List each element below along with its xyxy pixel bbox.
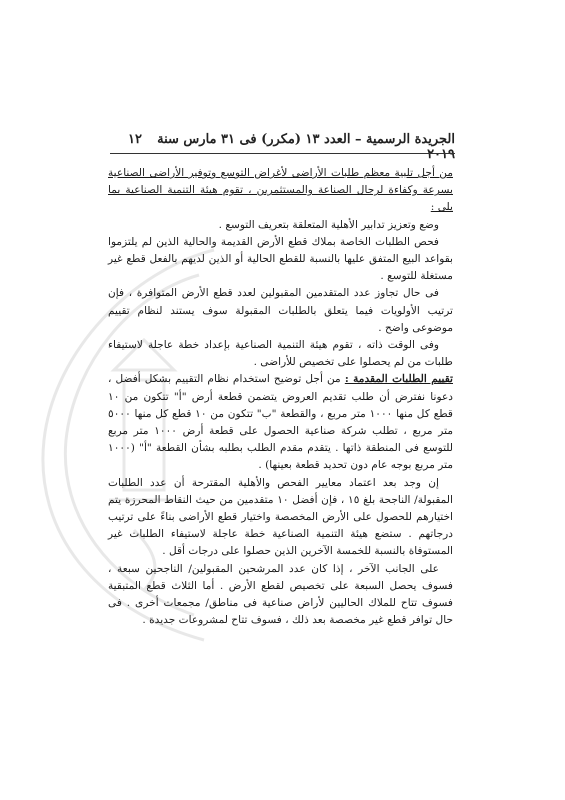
measure-paragraph: وضع وتعزيز تدابير الأهلية المتعلقة بتعريف التوسع . <box>218 218 439 231</box>
evaluation-paragraph <box>108 371 453 474</box>
review-paragraph: فحص الطلبات الخاصة بملاك قطع الأرض القديمة والحالية الذين لم يلتزموا بقواعد البيع المتفق عليها بالنسبة للقطع الحالية أو الذين لديهم بالفعل قطع غير مستغلة للتوسع . <box>108 235 453 283</box>
selection-paragraph: إن وجد بعد اعتماد معايير الفحص والأهلية المقترحة أن عدد الطلبات المقبولة/ الناجحة بلغ ١٥ ، فإن أفضل ١٠ متقدمين من حيث النقاط المحرزة يتم اختيارهم للحصول على الأرض المخصصة واختيار قطع الأراضى بناءً على ترتيب درجاتهم . ستضع هيئة التنمية الصناعية خطة عاجلة لاستيفاء الطلبات غير المستوفاة بالنسبة للخمسة الآخرين الذين حصلوا على درجات أقل . <box>108 476 453 558</box>
evaluation-text: من أجل توضيح استخدام نظام التقييم بشكل أفضل ، دعونا نفترض أن طلب تقديم العروض يتضمن قطعة أرض "أ" تتكون من ١٠ قطع كل منها ١٠٠٠ متر مربع ، والقطعة "ب" تتكون من ١٠ قطع كل منها ٥٠٠٠ متر مربع ، تطلب شركة صناعية الحصول على قطعة أرض ١٠٠٠ متر مربع للتوسع فى المنطقة ذاتها . يتقدم مقدم الطلب بطلبه بشأن القطعة "أ" (١٠٠٠ متر مربع بوجه عام دون تحديد قطعة بعينها) . <box>108 373 454 472</box>
allocation-paragraph: على الجانب الآخر ، إذا كان عدد المرشحين المقبولين/ الناجحين سبعة ، فسوف يحصل السبعة على تخصيص لقطع الأرض . أما الثلاث قطع المتبقية فسوف تتاح للملاك الحاليين لأراض صناعية فى مناطق/ مجمعات أخرى . فى حال توافر قطع غير مخصصة بعد ذلك ، فسوف تتاح لمشروعات جديدة . <box>108 562 453 627</box>
plan-paragraph: وفى الوقت ذاته ، تقوم هيئة التنمية الصناعية بإعداد خطة عاجلة لاستيفاء طلبات من لم يحصلوا على تخصيص للأراضى . <box>108 339 453 369</box>
header-divider <box>110 153 455 154</box>
document-body <box>108 165 453 629</box>
evaluation-heading: تقييم الطلبات المقدمة : <box>344 373 453 386</box>
intro-paragraph: من أجل تلبية معظم طلبات الأراضى لأغراض التوسع وتوفير الأراضى الصناعية بسرعة وكفاءة لرجال الصناعة والمستثمرين ، تقوم هيئة التنمية الصناعية بما يلى : <box>108 167 453 214</box>
priority-paragraph: فى حال تجاوز عدد المتقدمين المقبولين لعدد قطع الأرض المتوافرة ، فإن ترتيب الأولويات فيما يتعلق بالطلبات المقبولة سوف يستند لنظام تقييم موضوعى واضح . <box>108 287 453 334</box>
page-header <box>128 132 455 162</box>
page-number: ١٢ <box>128 132 142 147</box>
header-title: الجريدة الرسمية – العدد ١٣ (مكرر) فى ٣١ مارس سنة ٢٠١٩ <box>157 132 455 162</box>
